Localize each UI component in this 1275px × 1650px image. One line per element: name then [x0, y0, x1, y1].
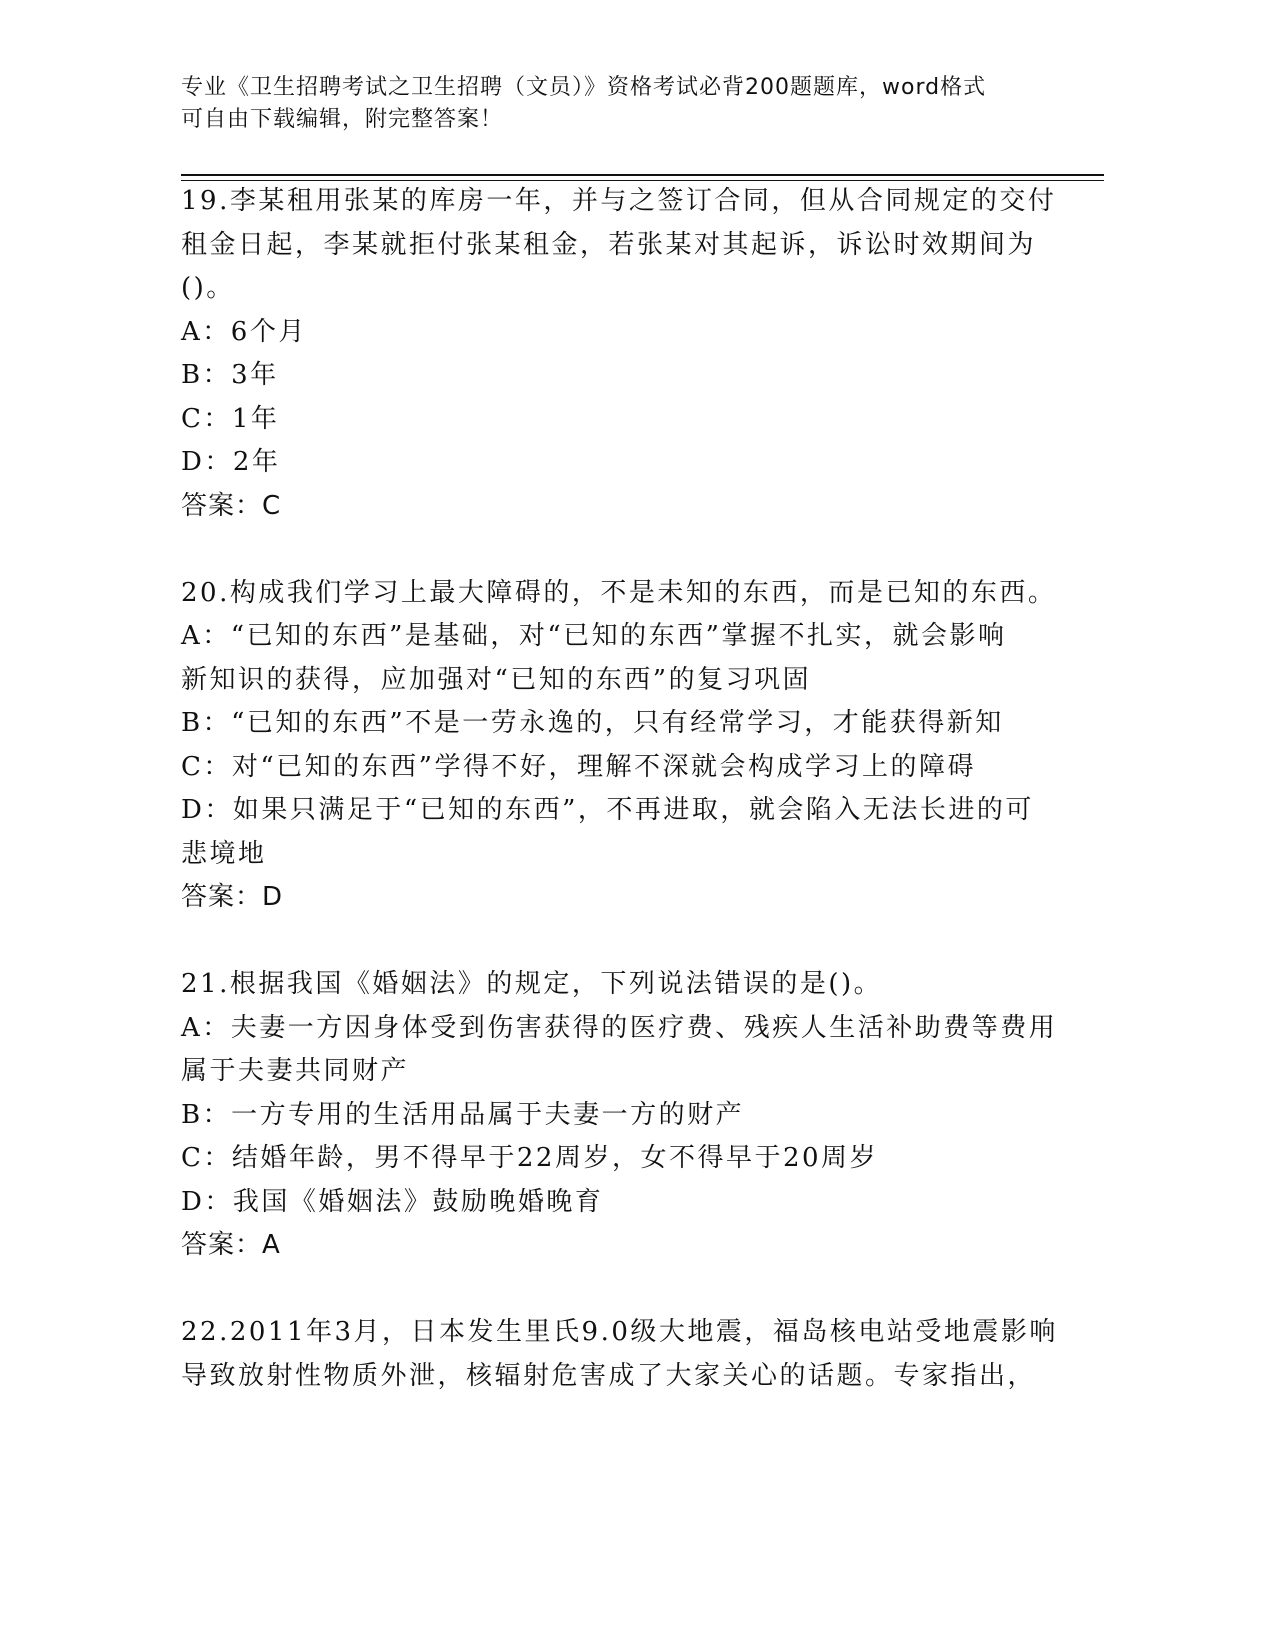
option-a-line: 新知识的获得，应加强对“已知的东西”的复习巩固 [181, 664, 812, 695]
option-c-line: C：结婚年龄，男不得早于22周岁，女不得早于20周岁 [181, 1143, 879, 1173]
option-a-line: A：6个月 [181, 316, 307, 347]
option-a-line: 属于夫妻共同财产 [181, 1056, 410, 1086]
question-block [181, 963, 1081, 1268]
page-header [181, 72, 1061, 136]
question-stem-line: 租金日起，李某就拒付张某租金，若张某对其起诉，诉讼时效期间为 [181, 229, 1037, 260]
header-divider-thick [181, 174, 1104, 176]
option-a-line: A：夫妻一方因身体受到伤害获得的医疗费、残疾人生活补助费等费用 [181, 1012, 1058, 1043]
answer-line: 答案：D [181, 882, 284, 912]
question-list [181, 180, 1081, 1398]
question-stem-line: 导致放射性物质外泄，核辐射危害成了大家关心的话题。专家指出， [181, 1360, 1037, 1391]
header-title-line-1: 专业《卫生招聘考试之卫生招聘（文员）》资格考试必背200题题库，word格式 [181, 75, 987, 100]
option-d-line: D：2年 [181, 447, 281, 477]
question-stem-line: 19.李某租用张某的库房一年，并与之签订合同，但从合同规定的交付 [181, 186, 1057, 216]
question-block [181, 180, 1081, 528]
question-stem-line: 21.根据我国《婚姻法》的规定，下列说法错误的是()。 [181, 969, 883, 999]
answer-line: 答案：C [181, 490, 282, 521]
header-title-line-2: 可自由下载编辑，附完整答案！ [181, 107, 504, 132]
option-d-line: D：我国《婚姻法》鼓励晚婚晚育 [181, 1186, 604, 1217]
question-stem-line: ()。 [181, 273, 235, 303]
question-stem-line: 22.2011年3月，日本发生里氏9.0级大地震，福岛核电站受地震影响 [181, 1317, 1058, 1347]
option-b-line: B：“已知的东西”不是一劳永逸的，只有经常学习，才能获得新知 [181, 708, 1004, 738]
option-b-line: B：3年 [181, 360, 279, 390]
option-d-line: D：如果只满足于“已知的东西”，不再进取，就会陷入无法长进的可 [181, 795, 1034, 825]
option-c-line: C：1年 [181, 403, 280, 434]
option-b-line: B：一方专用的生活用品属于夫妻一方的财产 [181, 1099, 745, 1130]
question-block [181, 1311, 1081, 1398]
option-d-line: 悲境地 [181, 838, 267, 869]
question-stem-line: 20.构成我们学习上最大障碍的，不是未知的东西，而是已知的东西。 [181, 577, 1057, 608]
question-block [181, 572, 1081, 920]
option-a-line: A：“已知的东西”是基础，对“已知的东西”掌握不扎实，就会影响 [181, 621, 1007, 651]
option-c-line: C：对“已知的东西”学得不好，理解不深就会构成学习上的障碍 [181, 751, 976, 782]
answer-line: 答案：A [181, 1230, 281, 1260]
